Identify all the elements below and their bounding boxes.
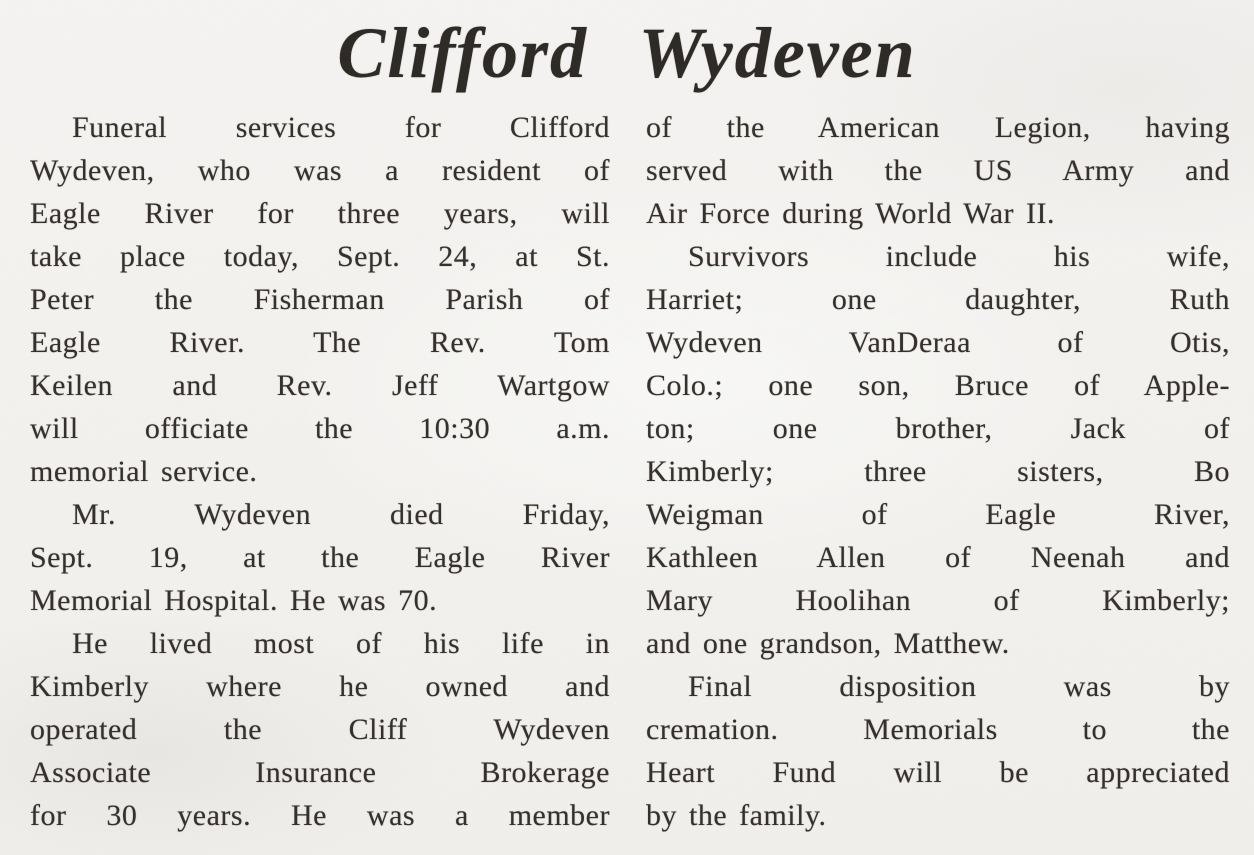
left-column <box>30 106 610 837</box>
text-line: Colo.; one son, Bruce of Apple- <box>646 369 1230 402</box>
text-line: memorial service. <box>30 455 258 488</box>
text-line: Air Force during World War II. <box>646 197 1055 230</box>
text-line: Harriet; one daughter, Ruth <box>646 283 1230 316</box>
text-line: served with the US Army and <box>646 154 1230 187</box>
text-line: Wydeven, who was a resident of <box>30 154 610 187</box>
text-line: Sept. 19, at the Eagle River <box>30 541 610 574</box>
text-line: Heart Fund will be appreciated <box>646 756 1230 789</box>
text-line: Kimberly where he owned and <box>30 670 610 703</box>
page-title: Clifford Wydeven <box>337 13 917 93</box>
text-line: He lived most of his life in <box>72 627 610 660</box>
text-line: will officiate the 10:30 a.m. <box>30 412 610 445</box>
text-line: for 30 years. He was a member <box>30 799 610 832</box>
text-line: Survivors include his wife, <box>688 240 1230 273</box>
text-line: Keilen and Rev. Jeff Wartgow <box>30 369 610 402</box>
text-line: Weigman of Eagle River, <box>646 498 1230 531</box>
text-line: take place today, Sept. 24, at St. <box>30 240 610 273</box>
text-line: Wydeven VanDeraa of Otis, <box>646 326 1230 359</box>
text-line: Peter the Fisherman Parish of <box>30 283 610 316</box>
text-line: Mr. Wydeven died Friday, <box>72 498 610 531</box>
text-line: Eagle River for three years, will <box>30 197 610 230</box>
text-line: ton; one brother, Jack of <box>646 412 1230 445</box>
text-line: Mary Hoolihan of Kimberly; <box>646 584 1230 617</box>
text-line: Funeral services for Clifford <box>72 111 610 144</box>
text-line: Eagle River. The Rev. Tom <box>30 326 610 359</box>
text-line: Kimberly; three sisters, Bo <box>646 455 1230 488</box>
text-line: by the family. <box>646 799 827 832</box>
text-line: of the American Legion, having <box>646 111 1230 144</box>
right-column <box>646 106 1230 837</box>
text-line: Final disposition was by <box>688 670 1230 703</box>
text-line: Associate Insurance Brokerage <box>30 756 610 789</box>
text-line: operated the Cliff Wydeven <box>30 713 610 746</box>
text-line: cremation. Memorials to the <box>646 713 1230 746</box>
text-line: Memorial Hospital. He was 70. <box>30 584 438 617</box>
text-line: Kathleen Allen of Neenah and <box>646 541 1230 574</box>
text-line: and one grandson, Matthew. <box>646 627 1010 660</box>
